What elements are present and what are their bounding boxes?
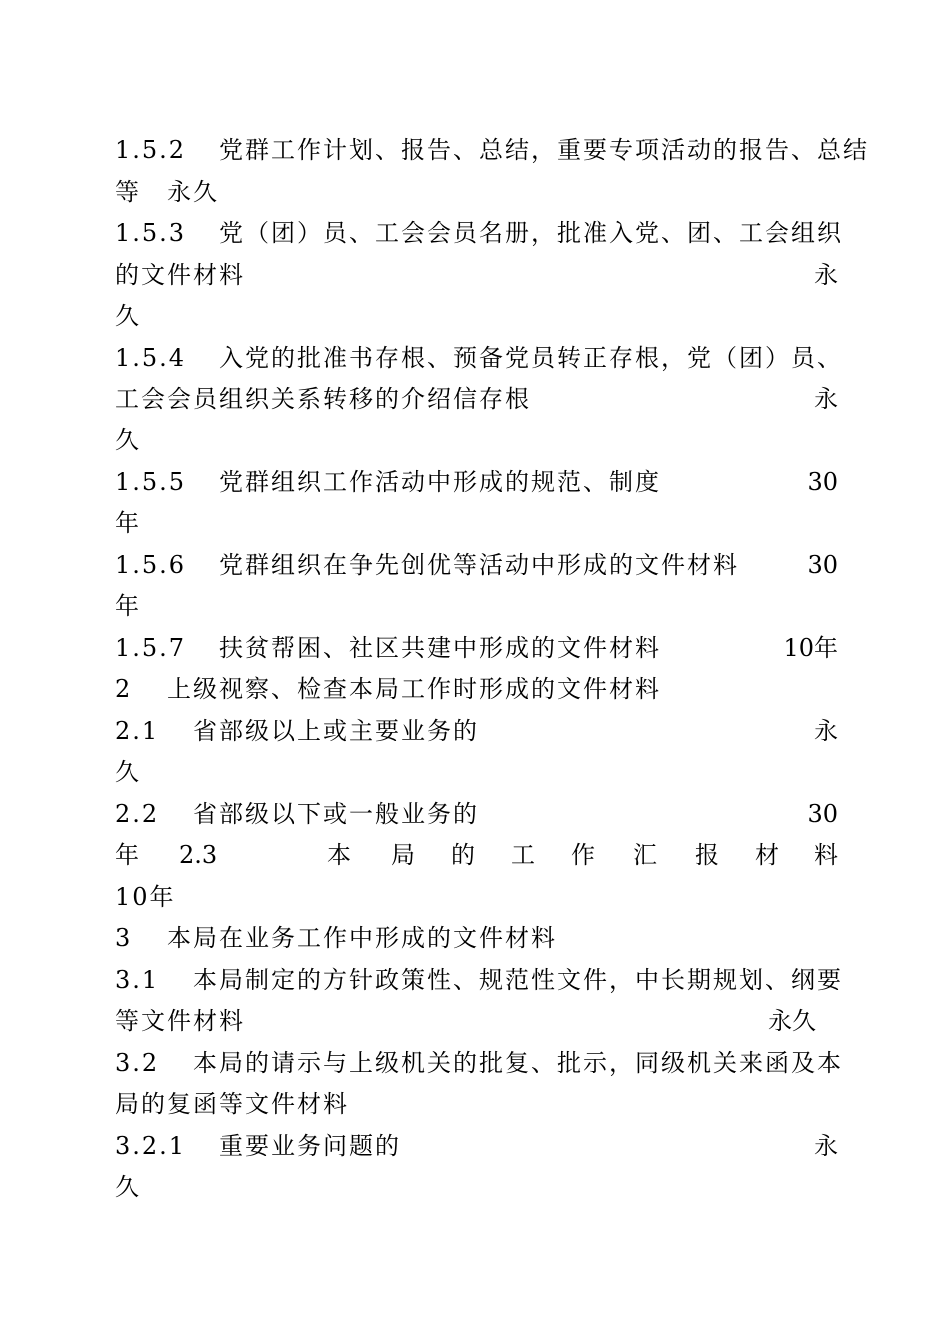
entry-char: 作 <box>571 841 595 869</box>
entry-1-5-4-cont2 <box>115 425 838 455</box>
entry-2-3-justified <box>115 840 838 870</box>
retention-period: 永久 <box>768 1007 816 1035</box>
section-number: 2 <box>115 675 133 703</box>
retention-period: 30 <box>807 551 838 579</box>
entry-3-2-1-cont <box>115 1172 838 1202</box>
entry-text: 等文件材料 <box>115 1007 245 1035</box>
entry-1-5-2 <box>115 135 869 165</box>
retention-period: 10年 <box>783 634 838 662</box>
section-2 <box>115 674 838 704</box>
entry-number: 1.5.4 <box>115 344 187 372</box>
entry-1-5-4 <box>115 343 843 373</box>
retention-period-tail: 年 <box>115 509 141 537</box>
entry-1-5-3-cont2 <box>115 301 838 331</box>
retention-period: 永 <box>814 717 838 745</box>
entry-number: 3.2 <box>115 1049 160 1077</box>
entry-number: 1.5.6 <box>115 551 187 579</box>
entry-2-1-cont <box>115 757 838 787</box>
entry-char: 汇 <box>633 841 657 869</box>
entry-text: 党群工作计划、报告、总结，重要专项活动的报告、总结 <box>219 136 869 164</box>
entry-text: 省部级以下或一般业务的 <box>193 800 479 828</box>
entry-text: 省部级以上或主要业务的 <box>193 717 479 745</box>
entry-text: 本局的请示与上级机关的批复、批示，同级机关来函及本 <box>193 1049 843 1077</box>
entry-3-1-cont <box>115 1006 838 1036</box>
entry-text: 党群组织工作活动中形成的规范、制度 <box>219 468 661 496</box>
section-title: 本局在业务工作中形成的文件材料 <box>167 924 557 952</box>
retention-period-tail: 年 <box>115 841 139 869</box>
retention-period-tail: 久 <box>115 1173 141 1201</box>
entry-text: 党群组织在争先创优等活动中形成的文件材料 <box>219 551 739 579</box>
entry-number: 1.5.5 <box>115 468 187 496</box>
entry-text: 扶贫帮困、社区共建中形成的文件材料 <box>219 634 661 662</box>
entry-char: 本 <box>327 841 351 869</box>
entry-2-1 <box>115 716 838 746</box>
entry-number: 3.1 <box>115 966 160 994</box>
retention-period-tail: 年 <box>115 592 141 620</box>
entry-1-5-5 <box>115 467 838 497</box>
entry-1-5-3 <box>115 218 843 248</box>
entry-1-5-3-cont <box>115 260 838 290</box>
entry-number: 3.2.1 <box>115 1132 187 1160</box>
entry-char: 局 <box>391 841 415 869</box>
retention-period: 永久 <box>167 178 219 206</box>
retention-period-tail: 久 <box>115 302 141 330</box>
entry-char: 材 <box>755 841 779 869</box>
section-3 <box>115 923 838 953</box>
entry-3-2-1 <box>115 1131 838 1161</box>
entry-char: 料 <box>814 841 838 869</box>
entry-1-5-7 <box>115 633 838 663</box>
entry-number: 1.5.7 <box>115 634 187 662</box>
entry-1-5-4-cont <box>115 384 838 414</box>
entry-1-5-5-cont <box>115 508 838 538</box>
section-title: 上级视察、检查本局工作时形成的文件材料 <box>167 675 661 703</box>
entry-2-3-period <box>115 882 838 912</box>
retention-period: 30 <box>807 800 838 828</box>
entry-text: 党（团）员、工会会员名册，批准入党、团、工会组织 <box>219 219 843 247</box>
entry-number: 2.1 <box>115 717 160 745</box>
entry-text: 等 <box>115 178 141 206</box>
retention-period: 永 <box>814 1132 838 1160</box>
entry-number: 1.5.2 <box>115 136 187 164</box>
entry-number: 2.3 <box>179 841 218 869</box>
entry-number: 2.2 <box>115 800 160 828</box>
entry-char: 工 <box>511 841 535 869</box>
entry-1-5-6 <box>115 550 838 580</box>
entry-char: 的 <box>451 841 475 869</box>
entry-3-2 <box>115 1048 843 1078</box>
retention-period: 永 <box>814 261 838 289</box>
retention-period-tail: 久 <box>115 758 141 786</box>
retention-period: 永 <box>814 385 838 413</box>
entry-text: 工会会员组织关系转移的介绍信存根 <box>115 385 531 413</box>
entry-text: 本局制定的方针政策性、规范性文件，中长期规划、纲要 <box>193 966 843 994</box>
entry-number: 1.5.3 <box>115 219 187 247</box>
entry-3-1 <box>115 965 843 995</box>
retention-period: 30 <box>807 468 838 496</box>
entry-1-5-2-cont <box>115 177 838 207</box>
entry-1-5-6-cont <box>115 591 838 621</box>
retention-period-tail: 久 <box>115 426 141 454</box>
entry-text: 重要业务问题的 <box>219 1132 401 1160</box>
entry-3-2-cont <box>115 1089 838 1119</box>
entry-char: 报 <box>695 841 719 869</box>
entry-2-2 <box>115 799 838 829</box>
entry-text: 入党的批准书存根、预备党员转正存根，党（团）员、 <box>219 344 843 372</box>
retention-period: 10年 <box>115 883 176 911</box>
entry-text: 局的复函等文件材料 <box>115 1090 349 1118</box>
entry-text: 的文件材料 <box>115 261 245 289</box>
section-number: 3 <box>115 924 133 952</box>
